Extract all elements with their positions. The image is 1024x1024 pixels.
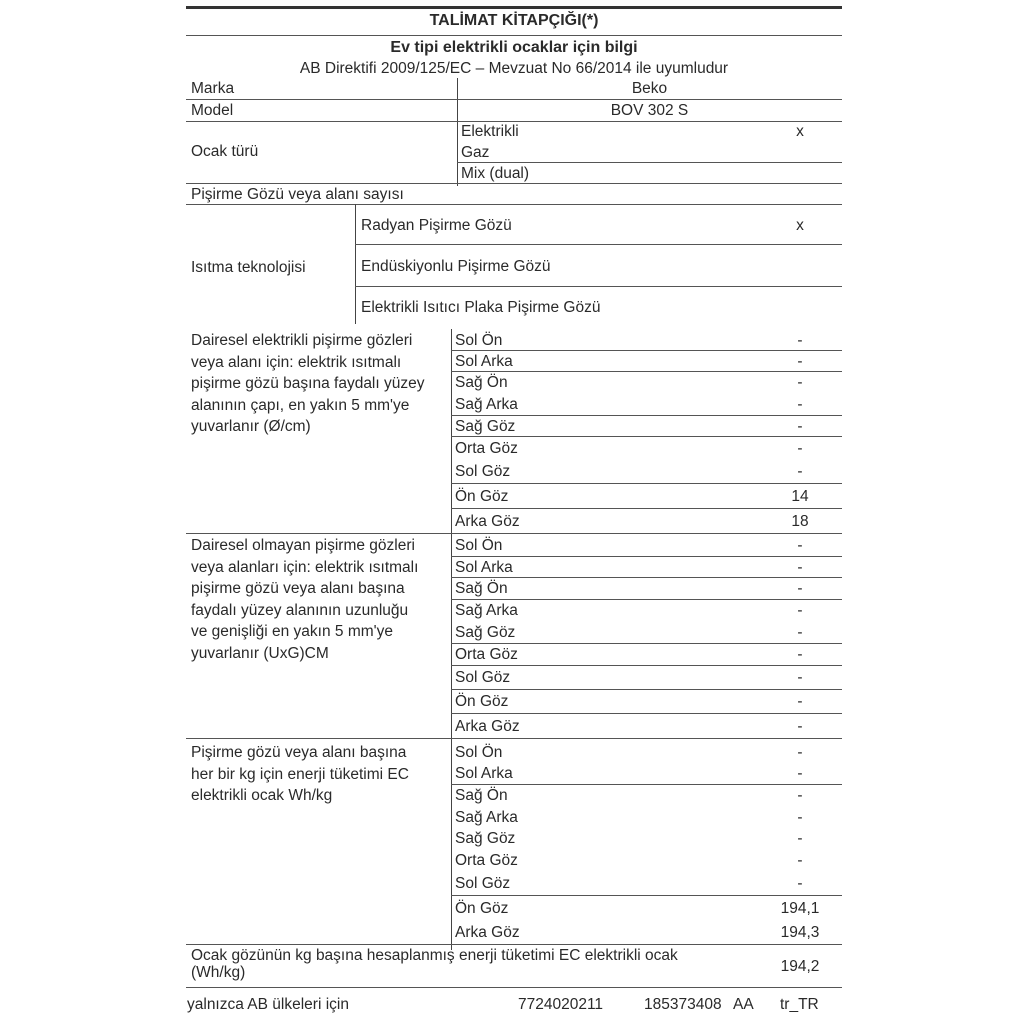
description-line: (Wh/kg) — [191, 964, 246, 981]
zone-label: Orta Göz — [455, 852, 518, 869]
zone-label: Sol Arka — [455, 559, 513, 576]
zone-value: - — [797, 744, 803, 761]
zone-value: - — [797, 875, 803, 892]
column-divider — [451, 329, 452, 950]
model-value: BOV 302 S — [610, 102, 689, 119]
description-line: Dairesel olmayan pişirme gözleri — [191, 537, 415, 554]
footer-code-3: AA — [733, 996, 754, 1013]
hob-type-mark: x — [796, 123, 804, 140]
description-line: yuvarlanır (Ø/cm) — [191, 418, 311, 435]
document-subtitle: Ev tipi elektrikli ocaklar için bilgi — [390, 39, 638, 56]
divider — [451, 483, 842, 484]
zone-value: - — [797, 830, 803, 847]
divider — [186, 738, 842, 739]
zone-label: Sağ Arka — [455, 602, 518, 619]
description-line: Dairesel elektrikli pişirme gözleri — [191, 332, 413, 349]
divider — [186, 944, 842, 945]
divider — [186, 183, 842, 184]
zone-value: 18 — [791, 513, 809, 530]
description-line: her bir kg için enerji tüketimi EC — [191, 765, 409, 783]
divider — [451, 665, 842, 666]
divider — [451, 350, 842, 351]
zone-label: Ön Göz — [455, 900, 509, 917]
divider — [451, 643, 842, 644]
zone-value: - — [797, 809, 803, 826]
hob-type-option: Elektrikli — [461, 123, 519, 140]
divider — [451, 556, 842, 557]
divider — [451, 689, 842, 690]
zone-value: - — [797, 580, 803, 597]
footer-code-1: 7724020211 — [518, 996, 604, 1013]
divider — [186, 99, 842, 100]
zone-value: - — [797, 418, 803, 435]
model-label: Model — [191, 102, 234, 119]
zone-value: - — [797, 353, 803, 370]
description-line: elektrikli ocak Wh/kg — [191, 787, 333, 804]
zone-value: - — [797, 374, 803, 391]
column-divider — [355, 204, 356, 324]
description-line: alanının çapı, en yakın 5 mm'ye — [191, 396, 410, 414]
zone-label: Ön Göz — [455, 488, 509, 505]
brand-value: Beko — [631, 80, 668, 97]
divider — [186, 987, 842, 988]
zone-label: Sol Ön — [455, 537, 503, 554]
zone-value: 194,3 — [780, 924, 820, 941]
zone-label: Sol Göz — [455, 875, 511, 892]
zone-value: - — [797, 537, 803, 554]
zone-value: - — [797, 718, 803, 735]
heating-tech-label: Isıtma teknolojisi — [191, 259, 306, 276]
divider — [451, 784, 842, 785]
zone-label: Sağ Ön — [455, 580, 508, 597]
zone-value: - — [797, 602, 803, 619]
heating-tech-option: Elektrikli Isıtıcı Plaka Pişirme Gözü — [361, 299, 601, 316]
zone-label: Sol Ön — [455, 744, 503, 761]
zone-label: Sol Göz — [455, 669, 511, 686]
zone-label: Arka Göz — [455, 718, 520, 735]
description-line: veya alanları için: elektrik ısıtmalı — [191, 558, 419, 576]
zone-label: Sağ Göz — [455, 418, 516, 435]
zone-label: Sağ Arka — [455, 809, 518, 826]
description-line: Pişirme gözü veya alanı başına — [191, 744, 407, 761]
divider — [451, 508, 842, 509]
top-border — [186, 6, 842, 9]
zone-label: Sol Arka — [455, 353, 513, 370]
description-line: Ocak gözünün kg başına hesaplanmış enerji tüketimi EC elektrikli ocak — [191, 947, 678, 964]
zone-label: Sağ Göz — [455, 830, 516, 847]
energy-description — [191, 742, 409, 807]
zone-value: - — [797, 396, 803, 413]
divider — [451, 599, 842, 600]
zone-label: Sol Arka — [455, 765, 513, 782]
zone-label: Sağ Ön — [455, 374, 508, 391]
divider — [186, 121, 842, 122]
zone-label: Ön Göz — [455, 693, 509, 710]
heating-tech-option: Endüskiyonlu Pişirme Gözü — [361, 258, 551, 275]
zone-value: - — [797, 787, 803, 804]
divider — [451, 436, 842, 437]
divider — [451, 895, 842, 896]
zone-value: - — [797, 669, 803, 686]
heating-tech-option: Radyan Pişirme Gözü — [361, 217, 512, 234]
zone-label: Orta Göz — [455, 440, 518, 457]
zone-count-label: Pişirme Gözü veya alanı sayısı — [191, 186, 404, 203]
noncircular-description — [191, 535, 418, 664]
description-line: pişirme gözü veya alanı başına — [191, 580, 405, 597]
zone-label: Orta Göz — [455, 646, 518, 663]
zone-label: Sağ Arka — [455, 396, 518, 413]
zone-label: Sağ Ön — [455, 787, 508, 804]
divider — [451, 415, 842, 416]
document-title: TALİMAT KİTAPÇIĞI(*) — [429, 12, 599, 29]
divider — [186, 35, 842, 36]
description-line: veya alanı için: elektrik ısıtmalı — [191, 353, 402, 371]
zone-value: - — [797, 559, 803, 576]
divider — [451, 371, 842, 372]
zone-value: - — [797, 332, 803, 349]
divider — [457, 162, 842, 163]
zone-value: 194,1 — [780, 900, 820, 917]
description-line: ve genişliği en yakın 5 mm'ye — [191, 623, 393, 640]
circular-description — [191, 330, 424, 438]
brand-label: Marka — [191, 80, 235, 97]
heating-tech-mark: x — [796, 217, 804, 234]
zone-value: - — [797, 463, 803, 480]
directive-text: AB Direktifi 2009/125/EC – Mevzuat No 66/2014 ile uyumludur — [299, 60, 729, 77]
description-line: pişirme gözü başına faydalı yüzey — [191, 375, 425, 392]
zone-value: - — [797, 693, 803, 710]
zone-label: Sol Ön — [455, 332, 503, 349]
total-energy-value: 194,2 — [780, 958, 820, 975]
hob-type-option: Gaz — [461, 144, 490, 161]
divider — [451, 713, 842, 714]
zone-label: Sol Göz — [455, 463, 511, 480]
description-line: faydalı yüzey alanının uzunluğu — [191, 601, 409, 619]
hob-type-label: Ocak türü — [191, 143, 259, 160]
zone-value: - — [797, 624, 803, 641]
footer-locale: tr_TR — [780, 996, 819, 1013]
footer-code-2: 185373408 — [644, 996, 722, 1013]
divider — [355, 244, 842, 245]
divider — [186, 533, 842, 534]
zone-value: 14 — [791, 488, 809, 505]
total-energy-description — [191, 947, 678, 981]
zone-value: - — [797, 646, 803, 663]
divider — [451, 577, 842, 578]
zone-value: - — [797, 440, 803, 457]
description-line: yuvarlanır (UxG)CM — [191, 644, 329, 662]
zone-value: - — [797, 765, 803, 782]
zone-value: - — [797, 852, 803, 869]
zone-label: Arka Göz — [455, 924, 520, 941]
zone-label: Arka Göz — [455, 513, 520, 530]
hob-type-option: Mix (dual) — [461, 165, 530, 182]
zone-label: Sağ Göz — [455, 624, 516, 641]
footer-note: yalnızca AB ülkeleri için — [187, 996, 349, 1013]
divider — [355, 286, 842, 287]
divider — [186, 204, 842, 205]
